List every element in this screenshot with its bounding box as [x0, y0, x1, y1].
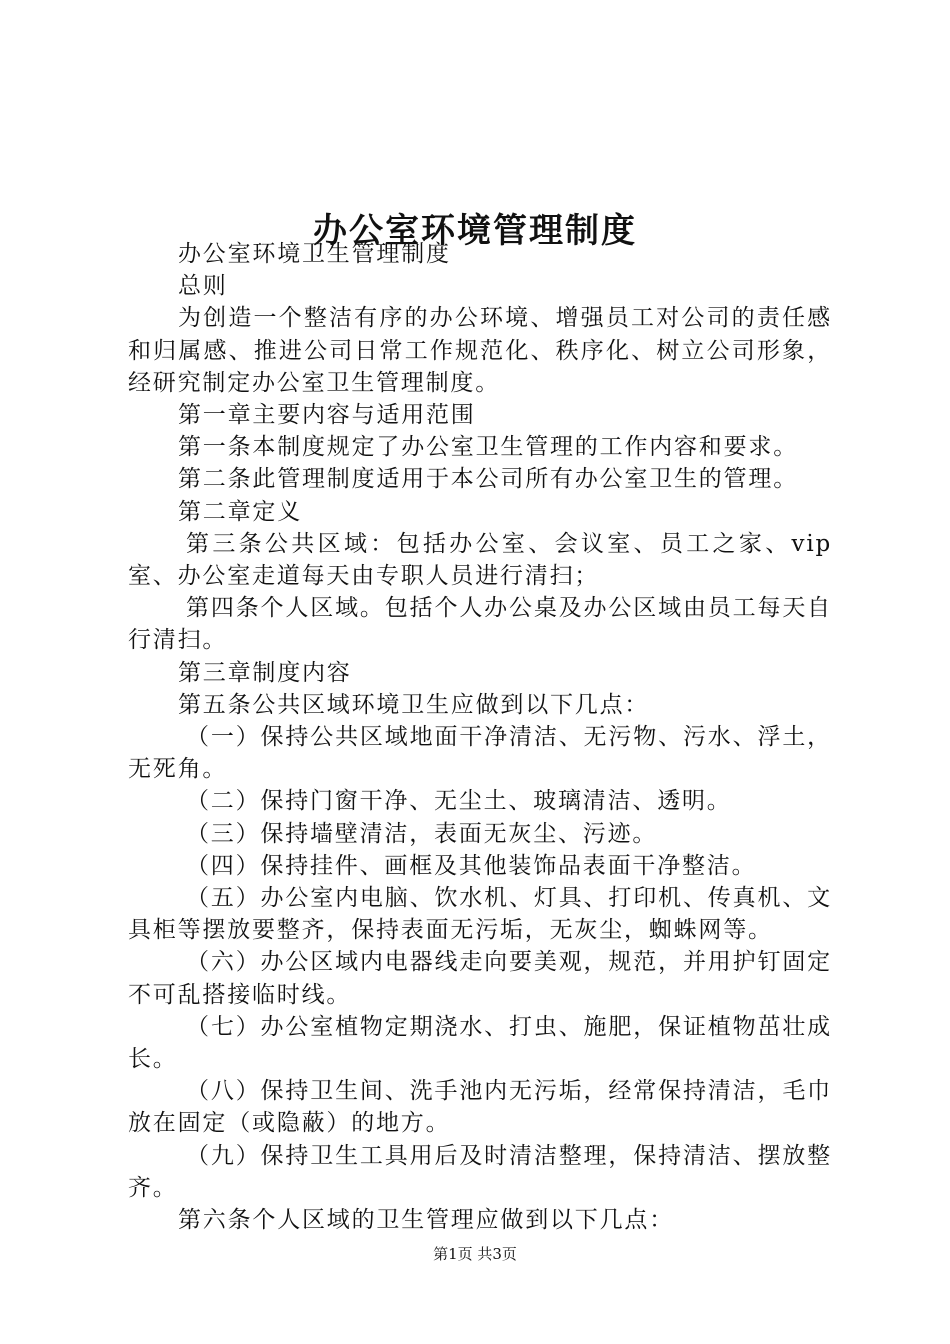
chapter-heading: 第三章制度内容: [178, 659, 352, 686]
list-item: （一）保持公共区域地面干净清洁、无污物、污水、浮土，无死角。: [128, 724, 832, 783]
list-item: （九）保持卫生工具用后及时清洁整理，保持清洁、摆放整齐。: [128, 1142, 832, 1201]
list-item: （五）办公室内电脑、饮水机、灯具、打印机、传真机、文具柜等摆放要整齐，保持表面无污垢，无灰尘，蜘蛛网等。: [128, 885, 832, 944]
article-paragraph: 第二条此管理制度适用于本公司所有办公室卫生的管理。: [178, 466, 798, 493]
paragraph-general: 总则: [178, 273, 228, 300]
list-item: （八）保持卫生间、洗手池内无污垢，经常保持清洁，毛巾放在固定（或隐蔽）的地方。: [128, 1078, 832, 1137]
list-item: （三）保持墙壁清洁，表面无灰尘、污迹。: [186, 820, 658, 847]
list-item: （六）办公区域内电器线走向要美观，规范，并用护钉固定不可乱搭接临时线。: [128, 949, 832, 1008]
paragraph-intro: 为创造一个整洁有序的办公环境、增强员工对公司的责任感和归属感、推进公司日常工作规范化、秩序化、树立公司形象，经研究制定办公室卫生管理制度。: [128, 305, 832, 396]
document-body: [128, 238, 832, 1236]
chapter-heading: 第二章定义: [178, 498, 302, 525]
article-paragraph: 第六条个人区域的卫生管理应做到以下几点：: [178, 1207, 674, 1234]
list-item: （七）办公室植物定期浇水、打虫、施肥，保证植物茁壮成长。: [128, 1013, 832, 1073]
paragraph-subtitle: 办公室环境卫生管理制度: [178, 241, 451, 267]
page-footer: 第1页 共3页: [433, 1245, 517, 1263]
article-paragraph: 第五条公共区域环境卫生应做到以下几点：: [178, 691, 650, 718]
document-title: 办公室环境管理制度: [313, 210, 637, 251]
list-item: （二）保持门窗干净、无尘土、玻璃清洁、透明。: [186, 788, 732, 815]
list-item: （四）保持挂件、画框及其他装饰品表面干净整洁。: [186, 852, 757, 879]
article-paragraph: 第四条个人区域。包括个人办公桌及办公区域由员工每天自行清扫。: [128, 595, 832, 654]
chapter-heading: 第一章主要内容与适用范围: [178, 402, 476, 429]
article-paragraph: 第一条本制度规定了办公室卫生管理的工作内容和要求。: [178, 434, 798, 461]
article-paragraph: 第三条公共区域：包括办公室、会议室、员工之家、vip室、办公室走道每天由专职人员进行清扫；: [128, 530, 832, 590]
